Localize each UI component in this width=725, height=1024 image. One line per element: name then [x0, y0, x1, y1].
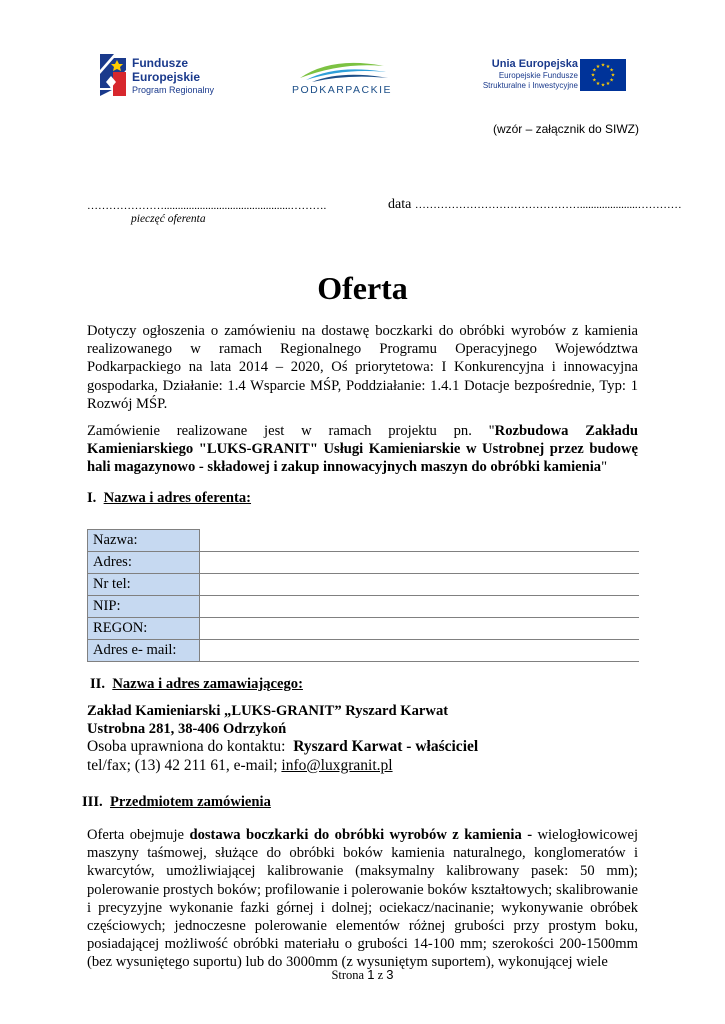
value-field-adres[interactable] [200, 552, 640, 574]
order-lead: Oferta obejmuje [87, 827, 185, 843]
section-2-heading [90, 676, 303, 693]
value-field-nazwa[interactable] [200, 530, 640, 552]
fundusze-europejskie-logo [100, 54, 230, 98]
page-number [0, 967, 725, 983]
project-prefix: Zamówienie realizowane jest w ramach projektu pn. " [87, 423, 495, 439]
order-text: wielogłowicowej maszyny taśmowej, służące do obróbki boków kamienia naturalnego, konglomeratów i kwarcytów, umożliwiającej kalibrowanie (maksymalny kalibrowany pasek: 50 mm); polerowanie prostych boków; profilowanie i polerowanie boków kształtowych; skalibrowanie i precyzyjne wykonanie fazki górnej i dolnej; ociekacz/nacinanie; wykonywanie obróbek częściowych; jednoczesne polerowanie elementów różnej grubości przy prostym boku, posiadającej możliwość obróbki materiału o grubości 14-100 mm; szerokości 200-1500mm (bez wysuniętego suportu) lub do 3000mm (z wysuniętym suportem), wykonującej wiele [87, 827, 639, 971]
contact-label: Osoba uprawniona do kontaktu: [87, 738, 286, 756]
offeror-table [87, 529, 639, 662]
phone-email-line [87, 757, 478, 775]
project-paragraph [87, 422, 638, 477]
table-row [88, 640, 640, 662]
svg-text:★: ★ [609, 67, 614, 74]
row-label-nazwa: Nazwa: [88, 530, 200, 552]
table-row [88, 618, 640, 640]
eu-flag-icon [580, 59, 626, 91]
date-label: data [388, 197, 412, 212]
section-3-num: III. [82, 794, 103, 810]
section-1-heading [87, 490, 251, 507]
svg-text:★: ★ [605, 81, 611, 88]
row-label-adres: Adres: [88, 552, 200, 574]
project-name: Rozbudowa Zakładu Kamieniarskiego "LUKS-GRANIT" Usługi Kamieniarskie w Ustrobnej przez budowę hali magazynowo - składowej i zakup innowacyjnych maszyn do obróbki kamienia [87, 423, 638, 476]
row-label-nip: NIP: [88, 596, 200, 618]
value-field-nip[interactable] [200, 596, 640, 618]
eu-logo-line1: Unia Europejska [491, 58, 578, 70]
svg-text:★: ★ [605, 63, 611, 70]
value-field-email[interactable] [200, 640, 640, 662]
eu-logo-line3: Strukturalne i Inwestycyjne [482, 81, 578, 90]
fe-flag-icon [100, 54, 126, 96]
row-label-email: Adres e- mail: [88, 640, 200, 662]
order-bold: dostawa boczkarki do obróbki wyrobów z kamienia - [189, 827, 533, 843]
email-link[interactable]: info@luxgranit.pl [281, 756, 393, 774]
svg-text:★: ★ [610, 72, 616, 79]
svg-text:★: ★ [600, 82, 606, 89]
order-description [87, 826, 638, 972]
podkarpackie-hills-icon [292, 56, 392, 82]
eu-logo-line2: Europejskie Fundusze [498, 71, 578, 80]
page-total: 3 [386, 967, 394, 982]
date-field [388, 197, 682, 213]
page-label: Strona [331, 968, 365, 982]
fe-logo-line2: Europejskie [132, 70, 201, 84]
table-row [88, 530, 640, 552]
podkarpackie-text: PODKARPACKIE [291, 84, 393, 96]
stamp-dots: …………………..............................................………. [87, 200, 327, 212]
company-address: Ustrobna 281, 38-406 Odrzykoń [87, 721, 287, 738]
section-3-heading [82, 794, 271, 811]
svg-text:★: ★ [592, 67, 597, 74]
date-dots: ……………………………………….....................………… [414, 199, 682, 211]
section-2-num: II. [90, 676, 106, 692]
phone-text: tel/fax; (13) 42 211 61, e-mail; [87, 756, 278, 774]
svg-text:★: ★ [592, 77, 597, 84]
contracting-authority [87, 702, 478, 775]
page-current: 1 [367, 967, 375, 982]
section-2-title: Nazwa i adres zamawiającego: [112, 676, 303, 692]
row-label-nr-tel: Nr tel: [88, 574, 200, 596]
intro-paragraph: Dotyczy ogłoszenia o zamówieniu na dostawę boczkarki do obróbki wyrobów z kamienia realizowanego w ramach Regionalnego Programu Operacyjnego Województwa Podkarpackiego na lata 2014 – 2020, Oś priorytetowa: I Konkurencyjna i innowacyjna gospodarka, Działanie: 1.4 Wsparcie MŚP, Poddziałanie: 1.4.1 Dotacje bezpośrednie, Typ: 1 Rozwój MŚP. [87, 323, 638, 412]
contact-line [87, 738, 478, 756]
project-suffix: " [601, 459, 608, 476]
value-field-regon[interactable] [200, 618, 640, 640]
section-3-title: Przedmiotem zamówienia [109, 794, 271, 810]
podkarpackie-logo [282, 56, 402, 98]
stamp-label: pieczęć oferenta [131, 213, 206, 225]
document-title: Oferta [317, 270, 408, 306]
unia-europejska-logo [466, 58, 626, 98]
attachment-note: (wzór – załącznik do SIWZ) [492, 122, 639, 136]
row-label-regon: REGON: [88, 618, 200, 640]
svg-text:★: ★ [609, 77, 614, 84]
fe-logo-line3: Program Regionalny [132, 85, 215, 95]
svg-text:★: ★ [590, 72, 596, 79]
table-row [88, 596, 640, 618]
svg-text:★: ★ [595, 81, 601, 88]
page-of: z [377, 968, 384, 982]
fe-logo-line1: Fundusze [132, 56, 188, 70]
table-row [88, 552, 640, 574]
contact-name: Ryszard Karwat - właściciel [293, 738, 479, 756]
section-1-title: Nazwa i adres oferenta: [103, 490, 252, 506]
section-1-num: I. [87, 490, 97, 506]
svg-text:★: ★ [595, 63, 601, 70]
svg-text:★: ★ [600, 62, 606, 69]
value-field-nr-tel[interactable] [200, 574, 640, 596]
company-name: Zakład Kamieniarski „LUKS-GRANIT” Ryszard Karwat [87, 703, 449, 719]
table-row [88, 574, 640, 596]
